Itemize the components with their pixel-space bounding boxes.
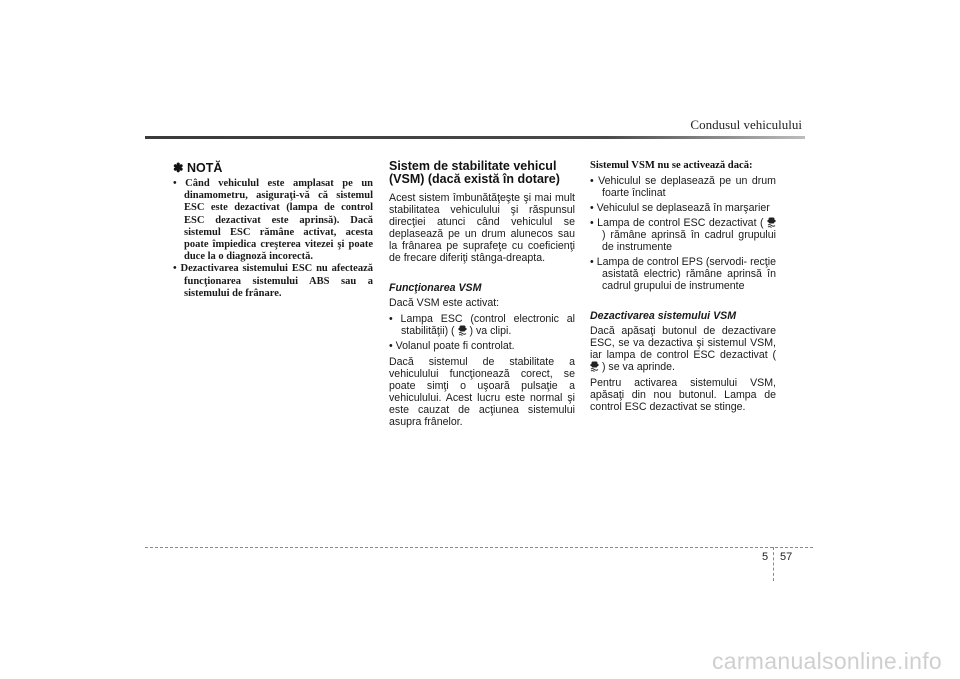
footer-rule bbox=[145, 547, 813, 548]
vsm-deactivation-heading: Dezactivarea sistemului VSM bbox=[590, 310, 737, 322]
esc-off-car-icon bbox=[767, 217, 776, 228]
page-number: 57 bbox=[780, 551, 793, 563]
header-title: Condusul vehiculului bbox=[690, 117, 802, 132]
header-rule bbox=[145, 136, 805, 139]
list-item bbox=[590, 217, 776, 253]
list-item: • Vehiculul se deplasează pe un drum foarte înclinat bbox=[590, 175, 776, 199]
list-item bbox=[389, 313, 575, 337]
esc-skid-car-icon bbox=[458, 325, 467, 336]
note-list bbox=[173, 178, 373, 300]
list-item-text: ) va clipi. bbox=[469, 325, 512, 337]
vsm-intro: Acest sistem îmbunătăţeşte şi mai mult stabilitatea vehiculului şi răspunsul direcţiei atunci când vehiculul se deplasează pe un drum alunecos sau la frânarea pe suprafeţe cu coeficienţi de frecare diferiţi stânga-dreapta. bbox=[389, 192, 575, 264]
list-item-text: • Lampa ESC (control electronic al stabilităţii) ( bbox=[389, 313, 575, 337]
note-column bbox=[173, 160, 373, 300]
para-text: ) se va aprinde. bbox=[601, 361, 675, 373]
list-item: • Vehiculul se deplasează în marşarier bbox=[590, 202, 770, 214]
para-text: Dacă apăsaţi butonul de dezactivare ESC, se va dezactiva şi sistemul VSM, iar lampa de control ESC dezactivat ( bbox=[590, 325, 776, 361]
note-item: • Dezactivarea sistemului ESC nu afectează funcţionarea sistemului ABS sau a sistemului de frânare. bbox=[173, 263, 373, 299]
vsm-inactive-title: Sistemul VSM nu se activează dacă: bbox=[590, 160, 753, 171]
vsm-inactive-list bbox=[590, 175, 776, 292]
note-item: • Când vehiculul este amplasat pe un dinamometru, asiguraţi-vă că sistemul ESC este dezactivat (lampa de control ESC dezactivat este aprinsă). Dacă sistemul ESC rămâne activat, acesta poate împiedica creşterea vitezei şi poate duce la o diagnoză incorectă. bbox=[173, 178, 373, 263]
vsm-pulsation-note: Dacă sistemul de stabilitate a vehiculului funcţionează corect, se poate simţi o uşoară pulsaţie a vehiculului. Acest lucru este normal şi este cauzat de acţiunea sistemului asupra frânelor. bbox=[389, 356, 575, 428]
vsm-column bbox=[389, 160, 575, 432]
vsm-activated-label: Dacă VSM este activat: bbox=[389, 297, 500, 309]
vsm-operation-heading: Funcţionarea VSM bbox=[389, 282, 482, 294]
list-item-text: • Lampa de control ESC dezactivat ( bbox=[590, 217, 764, 229]
list-item: • Lampa de control EPS (servodi- recţie asistată electric) rămâne aprinsă în cadrul grupului de instrumente bbox=[590, 256, 776, 292]
vsm-section-title: Sistem de stabilitate vehicul (VSM) (dacă există în dotare) bbox=[389, 159, 560, 186]
list-item-text: ) rămâne aprinsă în cadrul grupului de instrumente bbox=[602, 229, 776, 253]
note-heading: ✽ NOTĂ bbox=[173, 161, 223, 175]
page-number-divider bbox=[773, 547, 774, 581]
chapter-number: 5 bbox=[762, 551, 769, 563]
vsm-activated-list bbox=[389, 313, 575, 352]
list-item: • Volanul poate fi controlat. bbox=[389, 340, 515, 352]
vsm-reactivation-para: Pentru activarea sistemului VSM, apăsaţi din nou butonul. Lampa de control ESC dezactivat se stinge. bbox=[590, 377, 776, 413]
watermark: carmanualsonline.info bbox=[711, 648, 942, 674]
esc-off-car-icon bbox=[590, 361, 599, 372]
vsm-deactivation-para bbox=[590, 325, 776, 373]
vsm-conditions-column bbox=[590, 160, 776, 417]
